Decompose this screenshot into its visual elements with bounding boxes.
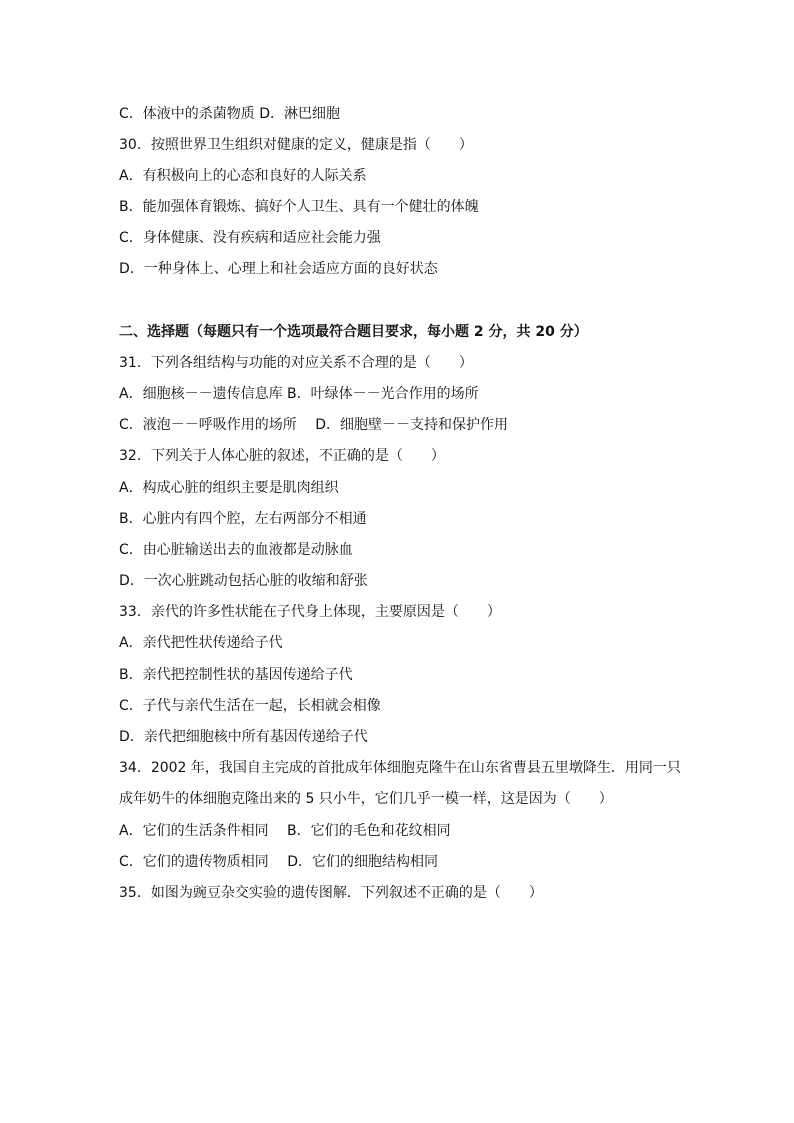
option-30a: A．有积极向上的心态和良好的人际关系 (119, 168, 367, 184)
question-34-line2: 成年奶牛的体细胞克隆出来的 5 只小牛，它们几乎一模一样，这是因为（ ） (119, 791, 613, 807)
option-32c: C．由心脏输送出去的血液都是动脉血 (119, 542, 353, 558)
option-33d: D．亲代把细胞核中所有基因传递给子代 (119, 729, 368, 745)
section-heading: 二、选择题（每题只有一个选项最符合题目要求，每小题 2 分，共 20 分） (119, 324, 588, 340)
option-29c-29d: C．体液中的杀菌物质 D．淋巴细胞 (119, 106, 341, 122)
question-30: 30．按照世界卫生组织对健康的定义，健康是指（ ） (119, 137, 473, 153)
option-34a-34b: A．它们的生活条件相同 B．它们的毛色和花纹相同 (119, 823, 451, 839)
option-32d: D．一次心脏跳动包括心脏的收缩和舒张 (119, 573, 368, 589)
option-31c-31d: C．液泡－－呼吸作用的场所 D．细胞壁－－支持和保护作用 (119, 417, 509, 433)
question-32: 32．下列关于人体心脏的叙述，不正确的是（ ） (119, 448, 445, 464)
option-33b: B．亲代把控制性状的基因传递给子代 (119, 667, 353, 683)
option-34c-34d: C．它们的遗传物质相同 D．它们的细胞结构相同 (119, 854, 439, 870)
question-34-line1: 34．2002 年，我国自主完成的首批成年体细胞克隆牛在山东省曹县五里墩降生．用同一只 (119, 760, 681, 776)
question-33: 33．亲代的许多性状能在子代身上体现，主要原因是（ ） (119, 604, 501, 620)
question-31: 31．下列各组结构与功能的对应关系不合理的是（ ） (119, 355, 473, 371)
question-35: 35．如图为豌豆杂交实验的遗传图解．下列叙述不正确的是（ ） (119, 885, 543, 901)
option-33c: C．子代与亲代生活在一起，长相就会相像 (119, 698, 381, 714)
option-30d: D．一种身体上、心理上和社会适应方面的良好状态 (119, 261, 438, 277)
option-32a: A．构成心脏的组织主要是肌肉组织 (119, 480, 339, 496)
option-30c: C．身体健康、没有疾病和适应社会能力强 (119, 230, 381, 246)
option-31a-31b: A．细胞核－－遗传信息库 B．叶绿体－－光合作用的场所 (119, 386, 479, 402)
option-33a: A．亲代把性状传递给子代 (119, 635, 283, 651)
option-32b: B．心脏内有四个腔，左右两部分不相通 (119, 511, 367, 527)
option-30b: B．能加强体育锻炼、搞好个人卫生、具有一个健壮的体魄 (119, 199, 479, 215)
